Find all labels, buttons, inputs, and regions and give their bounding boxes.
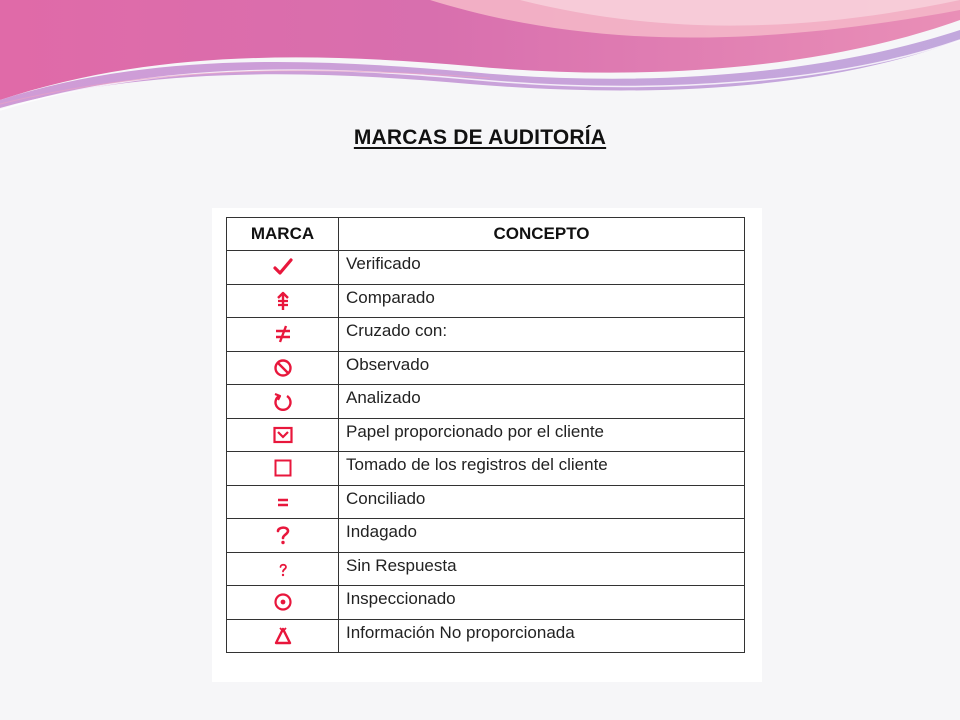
concept-cell: Conciliado	[339, 485, 745, 519]
table-row	[227, 552, 745, 586]
audit-marks-table	[226, 217, 745, 653]
table-header-row	[227, 218, 745, 251]
decorative-header-wave	[0, 0, 960, 115]
concept-cell: Indagado	[339, 519, 745, 553]
checkmark-icon	[272, 256, 294, 278]
concept-cell: Verificado	[339, 251, 745, 285]
table-row	[227, 452, 745, 486]
concept-cell: Inspeccionado	[339, 586, 745, 620]
table-row	[227, 418, 745, 452]
equals-icon	[272, 491, 294, 513]
concept-cell: Comparado	[339, 284, 745, 318]
concept-cell: Papel proporcionado por el cliente	[339, 418, 745, 452]
boxed-chevron-icon	[272, 424, 294, 446]
circled-dot-icon	[272, 591, 294, 613]
table-row	[227, 251, 745, 285]
delta-triangle-icon	[272, 625, 294, 647]
concept-cell: Sin Respuesta	[339, 552, 745, 586]
circular-arrow-icon	[272, 390, 294, 412]
concept-cell: Tomado de los registros del cliente	[339, 452, 745, 486]
audit-marks-sheet	[212, 208, 762, 682]
not-equal-icon	[272, 323, 294, 345]
column-header-marca: MARCA	[227, 218, 339, 251]
small-question-mark-icon	[272, 558, 294, 580]
empty-square-icon	[272, 457, 294, 479]
prohibited-circle-icon	[272, 357, 294, 379]
double-dagger-arrow-icon	[272, 290, 294, 312]
table-row	[227, 284, 745, 318]
concept-cell: Observado	[339, 351, 745, 385]
concept-cell: Analizado	[339, 385, 745, 419]
question-mark-icon	[272, 524, 294, 546]
table-row	[227, 619, 745, 653]
table-row	[227, 318, 745, 352]
page-title-text: MARCAS DE AUDITORÍA	[353, 126, 607, 149]
concept-cell: Información No proporcionada	[339, 619, 745, 653]
page-title	[0, 126, 960, 150]
table-row	[227, 485, 745, 519]
table-row	[227, 351, 745, 385]
table-row	[227, 385, 745, 419]
column-header-concepto: CONCEPTO	[339, 218, 745, 251]
concept-cell: Cruzado con:	[339, 318, 745, 352]
table-row	[227, 519, 745, 553]
table-row	[227, 586, 745, 620]
